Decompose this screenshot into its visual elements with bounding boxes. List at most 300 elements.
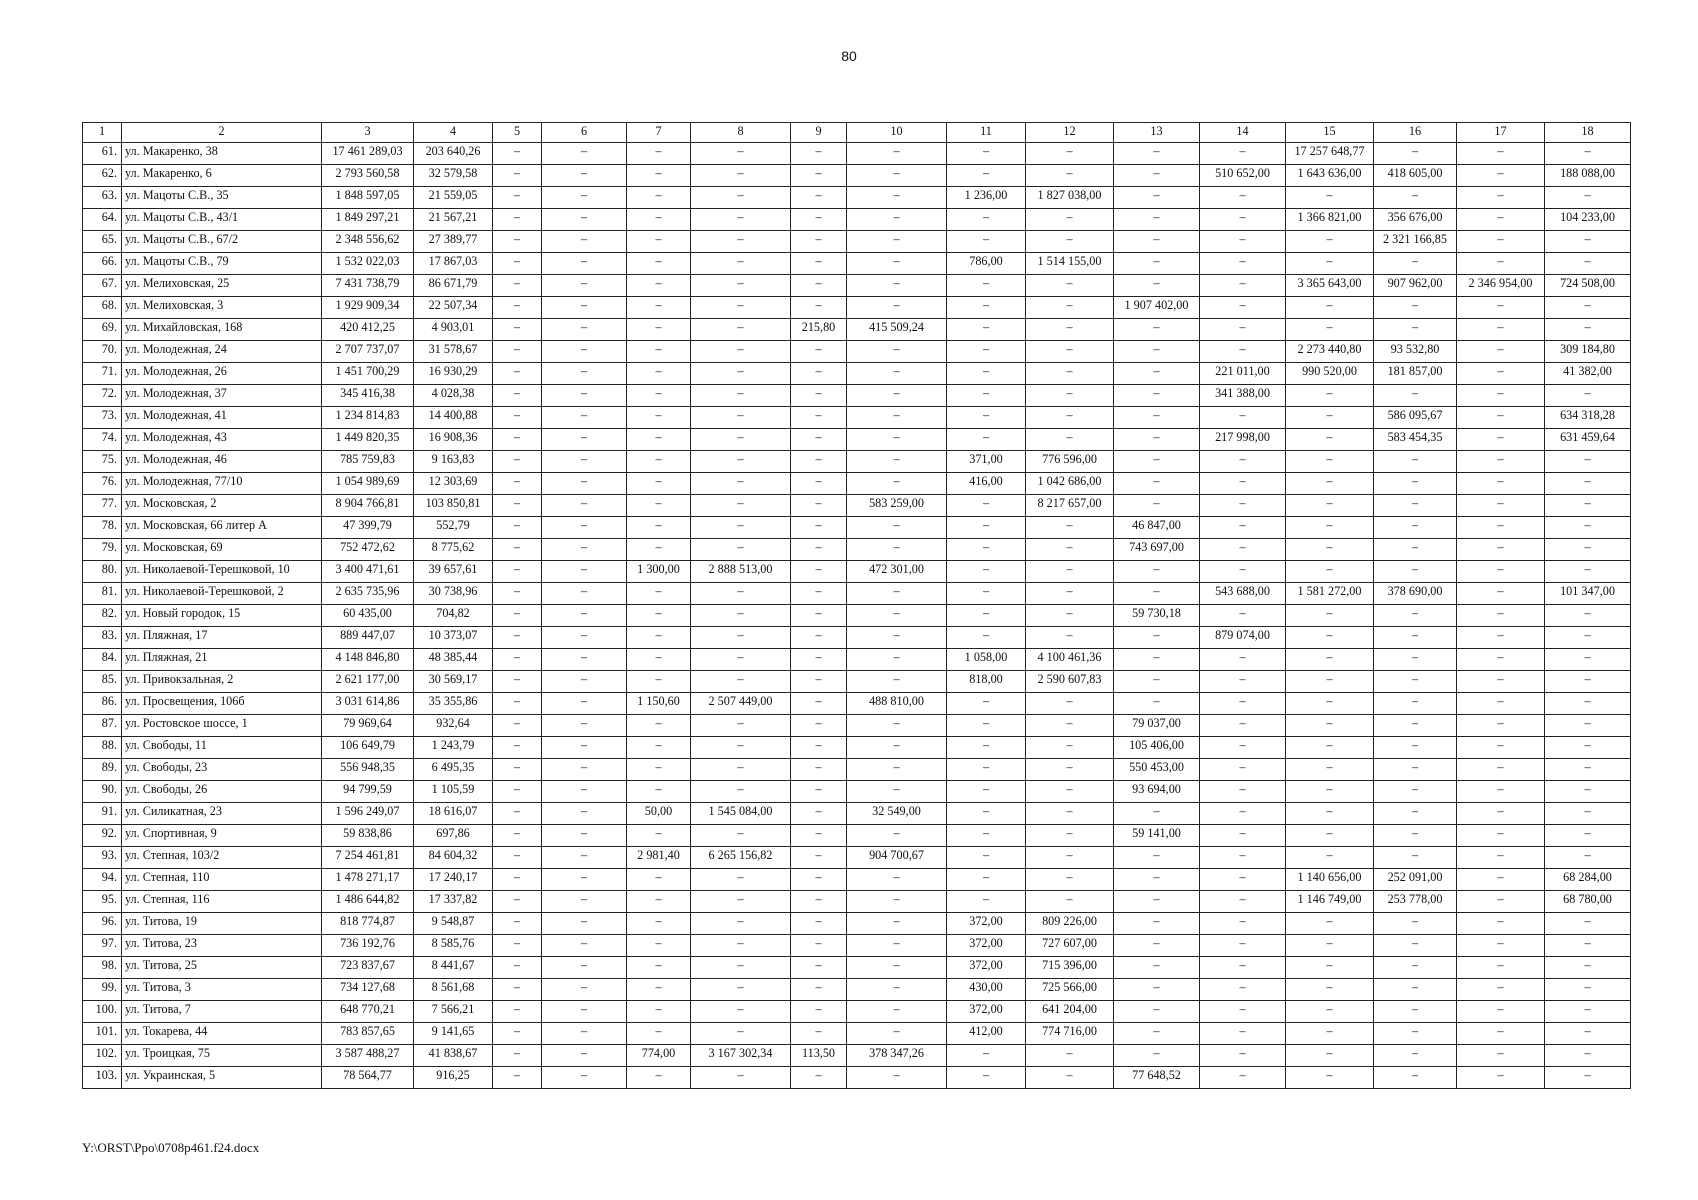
table-cell-col-14: –	[1200, 803, 1286, 825]
table-cell-col-3: 79 969,64	[322, 715, 414, 737]
table-cell-col-9: –	[791, 715, 847, 737]
table-cell-col-18: –	[1545, 561, 1631, 583]
table-cell-col-14: –	[1200, 847, 1286, 869]
table-cell-col-17: –	[1457, 1023, 1545, 1045]
table-cell-col-18: –	[1545, 517, 1631, 539]
table-row	[83, 913, 1631, 935]
table-cell-col-2: ул. Мацоты С.В., 43/1	[122, 209, 322, 231]
table-cell-col-3: 2 793 560,58	[322, 165, 414, 187]
table-cell-col-13: –	[1114, 231, 1200, 253]
table-cell-col-16: –	[1374, 143, 1457, 165]
table-cell-col-6: –	[542, 451, 627, 473]
table-cell-col-4: 9 141,65	[414, 1023, 493, 1045]
table-cell-col-7: –	[627, 451, 691, 473]
table-cell-col-13: –	[1114, 429, 1200, 451]
table-cell-col-1: 87.	[83, 715, 122, 737]
table-cell-col-2: ул. Московская, 2	[122, 495, 322, 517]
table-cell-col-2: ул. Мацоты С.В., 35	[122, 187, 322, 209]
page-number: 80	[841, 48, 857, 64]
table-cell-col-2: ул. Мацоты С.В., 67/2	[122, 231, 322, 253]
table-cell-col-15: 1 146 749,00	[1286, 891, 1374, 913]
table-cell-col-6: –	[542, 957, 627, 979]
table-cell-col-3: 723 837,67	[322, 957, 414, 979]
table-cell-col-11: –	[947, 385, 1026, 407]
table-cell-col-5: –	[493, 1067, 542, 1089]
table-cell-col-15: –	[1286, 1023, 1374, 1045]
table-cell-col-10: –	[847, 715, 947, 737]
table-cell-col-16: –	[1374, 385, 1457, 407]
table-row	[83, 891, 1631, 913]
table-row	[83, 583, 1631, 605]
table-cell-col-4: 8 585,76	[414, 935, 493, 957]
table-cell-col-14: 510 652,00	[1200, 165, 1286, 187]
table-cell-col-2: ул. Молодежная, 26	[122, 363, 322, 385]
table-row	[83, 847, 1631, 869]
table-cell-col-12: –	[1026, 583, 1114, 605]
table-cell-col-13: –	[1114, 913, 1200, 935]
table-cell-col-10: –	[847, 913, 947, 935]
table-cell-col-18: –	[1545, 319, 1631, 341]
table-cell-col-2: ул. Молодежная, 41	[122, 407, 322, 429]
file-path-footer: Y:\ORST\Ppo\0708p461.f24.docx	[82, 1140, 260, 1155]
table-cell-col-18: 634 318,28	[1545, 407, 1631, 429]
table-cell-col-7: –	[627, 187, 691, 209]
table-row	[83, 209, 1631, 231]
column-header-7: 7	[627, 123, 691, 143]
table-cell-col-9: –	[791, 407, 847, 429]
table-cell-col-5: –	[493, 209, 542, 231]
table-cell-col-18: –	[1545, 297, 1631, 319]
table-cell-col-12: –	[1026, 737, 1114, 759]
table-cell-col-4: 1 105,59	[414, 781, 493, 803]
table-cell-col-17: –	[1457, 693, 1545, 715]
table-cell-col-14: –	[1200, 143, 1286, 165]
table-cell-col-18: 724 508,00	[1545, 275, 1631, 297]
table-cell-col-10: –	[847, 1023, 947, 1045]
table-cell-col-17: –	[1457, 473, 1545, 495]
column-header-1: 1	[83, 123, 122, 143]
table-row	[83, 473, 1631, 495]
table-cell-col-8: 2 888 513,00	[691, 561, 791, 583]
table-cell-col-4: 16 930,29	[414, 363, 493, 385]
table-cell-col-7: –	[627, 979, 691, 1001]
table-cell-col-2: ул. Молодежная, 24	[122, 341, 322, 363]
table-cell-col-8: –	[691, 165, 791, 187]
column-header-3: 3	[322, 123, 414, 143]
table-cell-col-17: –	[1457, 143, 1545, 165]
table-cell-col-15: –	[1286, 429, 1374, 451]
table-cell-col-10: –	[847, 957, 947, 979]
table-cell-col-6: –	[542, 319, 627, 341]
table-cell-col-7: –	[627, 1023, 691, 1045]
table-cell-col-13: 79 037,00	[1114, 715, 1200, 737]
table-cell-col-2: ул. Титова, 7	[122, 1001, 322, 1023]
table-cell-col-16: –	[1374, 451, 1457, 473]
table-cell-col-2: ул. Титова, 23	[122, 935, 322, 957]
table-cell-col-12: –	[1026, 385, 1114, 407]
table-cell-col-13: –	[1114, 407, 1200, 429]
table-cell-col-17: –	[1457, 847, 1545, 869]
table-cell-col-18: 41 382,00	[1545, 363, 1631, 385]
table-cell-col-8: –	[691, 341, 791, 363]
table-cell-col-12: –	[1026, 275, 1114, 297]
table-cell-col-18: –	[1545, 253, 1631, 275]
table-cell-col-4: 35 355,86	[414, 693, 493, 715]
table-cell-col-18: 68 284,00	[1545, 869, 1631, 891]
table-cell-col-4: 86 671,79	[414, 275, 493, 297]
table-cell-col-11: –	[947, 891, 1026, 913]
table-cell-col-3: 1 532 022,03	[322, 253, 414, 275]
table-cell-col-5: –	[493, 165, 542, 187]
table-row	[83, 165, 1631, 187]
table-cell-col-7: –	[627, 1067, 691, 1089]
table-cell-col-17: 2 346 954,00	[1457, 275, 1545, 297]
table-cell-col-5: –	[493, 715, 542, 737]
table-cell-col-15: –	[1286, 803, 1374, 825]
table-cell-col-6: –	[542, 627, 627, 649]
table-cell-col-4: 31 578,67	[414, 341, 493, 363]
table-cell-col-3: 734 127,68	[322, 979, 414, 1001]
table-cell-col-18: –	[1545, 1045, 1631, 1067]
table-cell-col-6: –	[542, 891, 627, 913]
table-cell-col-11: –	[947, 165, 1026, 187]
table-cell-col-7: –	[627, 737, 691, 759]
table-cell-col-1: 61.	[83, 143, 122, 165]
table-cell-col-14: –	[1200, 891, 1286, 913]
table-cell-col-8: –	[691, 1023, 791, 1045]
table-cell-col-11: 416,00	[947, 473, 1026, 495]
table-cell-col-2: ул. Свободы, 11	[122, 737, 322, 759]
table-cell-col-16: –	[1374, 561, 1457, 583]
table-cell-col-6: –	[542, 253, 627, 275]
table-cell-col-15: –	[1286, 297, 1374, 319]
table-cell-col-15: 3 365 643,00	[1286, 275, 1374, 297]
table-cell-col-1: 63.	[83, 187, 122, 209]
table-cell-col-2: ул. Степная, 103/2	[122, 847, 322, 869]
table-cell-col-12: –	[1026, 319, 1114, 341]
table-cell-col-12: –	[1026, 429, 1114, 451]
table-cell-col-16: 378 690,00	[1374, 583, 1457, 605]
table-cell-col-5: –	[493, 297, 542, 319]
table-cell-col-5: –	[493, 781, 542, 803]
table-cell-col-18: –	[1545, 825, 1631, 847]
table-cell-col-18: 104 233,00	[1545, 209, 1631, 231]
table-cell-col-14: –	[1200, 561, 1286, 583]
table-cell-col-9: –	[791, 979, 847, 1001]
table-cell-col-15: –	[1286, 979, 1374, 1001]
table-cell-col-10: –	[847, 759, 947, 781]
table-cell-col-15: –	[1286, 495, 1374, 517]
table-cell-col-9: –	[791, 847, 847, 869]
table-cell-col-13: –	[1114, 583, 1200, 605]
table-cell-col-2: ул. Свободы, 26	[122, 781, 322, 803]
table-cell-col-7: –	[627, 253, 691, 275]
table-cell-col-17: –	[1457, 891, 1545, 913]
table-cell-col-17: –	[1457, 649, 1545, 671]
table-cell-col-12: 4 100 461,36	[1026, 649, 1114, 671]
table-cell-col-6: –	[542, 1001, 627, 1023]
table-cell-col-4: 17 867,03	[414, 253, 493, 275]
table-cell-col-11: 372,00	[947, 935, 1026, 957]
table-cell-col-15: –	[1286, 671, 1374, 693]
table-cell-col-11: –	[947, 583, 1026, 605]
table-cell-col-5: –	[493, 473, 542, 495]
table-cell-col-12: –	[1026, 759, 1114, 781]
table-cell-col-4: 103 850,81	[414, 495, 493, 517]
table-cell-col-6: –	[542, 231, 627, 253]
table-cell-col-12: –	[1026, 363, 1114, 385]
table-cell-col-3: 106 649,79	[322, 737, 414, 759]
table-cell-col-5: –	[493, 1045, 542, 1067]
table-cell-col-6: –	[542, 583, 627, 605]
table-cell-col-14: –	[1200, 759, 1286, 781]
table-cell-col-18: –	[1545, 1001, 1631, 1023]
table-cell-col-8: –	[691, 1067, 791, 1089]
table-cell-col-15: –	[1286, 957, 1374, 979]
table-cell-col-12: –	[1026, 209, 1114, 231]
table-cell-col-5: –	[493, 759, 542, 781]
table-cell-col-7: 2 981,40	[627, 847, 691, 869]
table-cell-col-1: 72.	[83, 385, 122, 407]
table-cell-col-3: 1 234 814,83	[322, 407, 414, 429]
table-cell-col-9: –	[791, 187, 847, 209]
table-cell-col-5: –	[493, 187, 542, 209]
table-cell-col-9: –	[791, 561, 847, 583]
table-cell-col-16: –	[1374, 1023, 1457, 1045]
table-cell-col-1: 86.	[83, 693, 122, 715]
table-cell-col-9: –	[791, 495, 847, 517]
table-cell-col-3: 1 449 820,35	[322, 429, 414, 451]
table-cell-col-11: –	[947, 847, 1026, 869]
column-header-10: 10	[847, 123, 947, 143]
table-cell-col-5: –	[493, 891, 542, 913]
table-cell-col-12: –	[1026, 231, 1114, 253]
table-cell-col-13: –	[1114, 341, 1200, 363]
table-cell-col-5: –	[493, 649, 542, 671]
table-cell-col-8: –	[691, 737, 791, 759]
table-cell-col-14: 879 074,00	[1200, 627, 1286, 649]
table-cell-col-12: –	[1026, 297, 1114, 319]
table-cell-col-8: –	[691, 781, 791, 803]
table-cell-col-9: –	[791, 209, 847, 231]
table-cell-col-10: –	[847, 627, 947, 649]
table-cell-col-7: –	[627, 341, 691, 363]
table-cell-col-6: –	[542, 363, 627, 385]
table-cell-col-18: 188 088,00	[1545, 165, 1631, 187]
table-cell-col-5: –	[493, 275, 542, 297]
table-cell-col-11: 372,00	[947, 913, 1026, 935]
table-cell-col-13: –	[1114, 209, 1200, 231]
table-cell-col-17: –	[1457, 319, 1545, 341]
table-cell-col-17: –	[1457, 165, 1545, 187]
table-cell-col-12: 774 716,00	[1026, 1023, 1114, 1045]
table-cell-col-13: –	[1114, 363, 1200, 385]
table-cell-col-6: –	[542, 605, 627, 627]
table-cell-col-1: 75.	[83, 451, 122, 473]
table-cell-col-8: –	[691, 275, 791, 297]
table-cell-col-7: 1 300,00	[627, 561, 691, 583]
table-cell-col-3: 7 254 461,81	[322, 847, 414, 869]
table-cell-col-4: 9 548,87	[414, 913, 493, 935]
table-cell-col-2: ул. Мелиховская, 3	[122, 297, 322, 319]
table-cell-col-3: 17 461 289,03	[322, 143, 414, 165]
table-cell-col-6: –	[542, 847, 627, 869]
table-cell-col-6: –	[542, 737, 627, 759]
table-cell-col-1: 65.	[83, 231, 122, 253]
table-cell-col-8: –	[691, 583, 791, 605]
table-cell-col-3: 785 759,83	[322, 451, 414, 473]
table-cell-col-18: –	[1545, 1023, 1631, 1045]
table-cell-col-14: –	[1200, 935, 1286, 957]
table-cell-col-16: 93 532,80	[1374, 341, 1457, 363]
table-cell-col-9: –	[791, 627, 847, 649]
table-row	[83, 1001, 1631, 1023]
table-cell-col-13: –	[1114, 649, 1200, 671]
table-cell-col-2: ул. Степная, 116	[122, 891, 322, 913]
table-cell-col-17: –	[1457, 583, 1545, 605]
table-cell-col-9: –	[791, 693, 847, 715]
table-cell-col-18: –	[1545, 957, 1631, 979]
table-cell-col-16: 586 095,67	[1374, 407, 1457, 429]
table-cell-col-15: 1 140 656,00	[1286, 869, 1374, 891]
column-header-4: 4	[414, 123, 493, 143]
table-cell-col-4: 22 507,34	[414, 297, 493, 319]
table-row	[83, 539, 1631, 561]
table-cell-col-3: 1 054 989,69	[322, 473, 414, 495]
table-cell-col-10: 32 549,00	[847, 803, 947, 825]
table-cell-col-14: –	[1200, 1045, 1286, 1067]
table-cell-col-11: –	[947, 495, 1026, 517]
table-cell-col-6: –	[542, 143, 627, 165]
table-cell-col-3: 2 707 737,07	[322, 341, 414, 363]
table-cell-col-13: 743 697,00	[1114, 539, 1200, 561]
table-cell-col-8: –	[691, 385, 791, 407]
table-cell-col-13: –	[1114, 671, 1200, 693]
table-cell-col-15: –	[1286, 759, 1374, 781]
table-cell-col-15: 990 520,00	[1286, 363, 1374, 385]
table-cell-col-10: –	[847, 605, 947, 627]
table-cell-col-17: –	[1457, 605, 1545, 627]
table-cell-col-12: –	[1026, 693, 1114, 715]
table-cell-col-1: 68.	[83, 297, 122, 319]
table-cell-col-1: 90.	[83, 781, 122, 803]
table-cell-col-1: 83.	[83, 627, 122, 649]
table-cell-col-15: –	[1286, 319, 1374, 341]
table-cell-col-14: –	[1200, 781, 1286, 803]
table-cell-col-13: –	[1114, 935, 1200, 957]
table-cell-col-13: –	[1114, 891, 1200, 913]
table-cell-col-11: –	[947, 363, 1026, 385]
table-cell-col-4: 17 337,82	[414, 891, 493, 913]
table-cell-col-16: –	[1374, 913, 1457, 935]
table-cell-col-15: –	[1286, 561, 1374, 583]
table-cell-col-5: –	[493, 143, 542, 165]
table-cell-col-9: –	[791, 473, 847, 495]
table-cell-col-3: 818 774,87	[322, 913, 414, 935]
table-cell-col-4: 916,25	[414, 1067, 493, 1089]
table-cell-col-2: ул. Макаренко, 6	[122, 165, 322, 187]
table-cell-col-8: –	[691, 429, 791, 451]
table-cell-col-9: –	[791, 231, 847, 253]
table-cell-col-16: –	[1374, 473, 1457, 495]
table-cell-col-9: –	[791, 605, 847, 627]
table-cell-col-1: 94.	[83, 869, 122, 891]
table-cell-col-8: 6 265 156,82	[691, 847, 791, 869]
table-cell-col-14: –	[1200, 913, 1286, 935]
table-cell-col-1: 100.	[83, 1001, 122, 1023]
table-cell-col-13: 105 406,00	[1114, 737, 1200, 759]
table-cell-col-1: 96.	[83, 913, 122, 935]
table-cell-col-9: –	[791, 891, 847, 913]
table-cell-col-14: –	[1200, 407, 1286, 429]
table-row	[83, 319, 1631, 341]
table-cell-col-1: 95.	[83, 891, 122, 913]
table-cell-col-5: –	[493, 803, 542, 825]
table-cell-col-16: 418 605,00	[1374, 165, 1457, 187]
table-cell-col-12: –	[1026, 869, 1114, 891]
table-cell-col-13: –	[1114, 319, 1200, 341]
table-row	[83, 627, 1631, 649]
table-cell-col-14: –	[1200, 451, 1286, 473]
table-cell-col-5: –	[493, 627, 542, 649]
column-header-11: 11	[947, 123, 1026, 143]
table-cell-col-1: 102.	[83, 1045, 122, 1067]
table-cell-col-8: 2 507 449,00	[691, 693, 791, 715]
table-cell-col-5: –	[493, 913, 542, 935]
table-cell-col-15: –	[1286, 451, 1374, 473]
table-cell-col-10: –	[847, 231, 947, 253]
table-cell-col-14: 341 388,00	[1200, 385, 1286, 407]
table-cell-col-5: –	[493, 407, 542, 429]
table-cell-col-17: –	[1457, 451, 1545, 473]
table-cell-col-12: –	[1026, 627, 1114, 649]
table-cell-col-6: –	[542, 649, 627, 671]
table-cell-col-18: 101 347,00	[1545, 583, 1631, 605]
table-row	[83, 517, 1631, 539]
table-cell-col-1: 78.	[83, 517, 122, 539]
table-cell-col-11: 818,00	[947, 671, 1026, 693]
table-cell-col-2: ул. Николаевой-Терешковой, 10	[122, 561, 322, 583]
table-cell-col-12: –	[1026, 1067, 1114, 1089]
table-cell-col-1: 82.	[83, 605, 122, 627]
table-cell-col-6: –	[542, 385, 627, 407]
table-row	[83, 407, 1631, 429]
table-cell-col-17: –	[1457, 429, 1545, 451]
table-cell-col-16: –	[1374, 825, 1457, 847]
table-cell-col-5: –	[493, 1023, 542, 1045]
table-cell-col-16: 252 091,00	[1374, 869, 1457, 891]
table-cell-col-13: 550 453,00	[1114, 759, 1200, 781]
table-cell-col-3: 1 478 271,17	[322, 869, 414, 891]
table-cell-col-4: 704,82	[414, 605, 493, 627]
table-cell-col-17: –	[1457, 979, 1545, 1001]
table-cell-col-18: –	[1545, 737, 1631, 759]
table-cell-col-12: –	[1026, 1045, 1114, 1067]
table-cell-col-10: –	[847, 671, 947, 693]
table-row	[83, 143, 1631, 165]
table-cell-col-12: 727 607,00	[1026, 935, 1114, 957]
table-cell-col-4: 17 240,17	[414, 869, 493, 891]
table-cell-col-8: –	[691, 649, 791, 671]
table-cell-col-8: –	[691, 297, 791, 319]
table-cell-col-4: 48 385,44	[414, 649, 493, 671]
table-cell-col-10: 583 259,00	[847, 495, 947, 517]
header-row	[83, 123, 1631, 143]
table-cell-col-6: –	[542, 1045, 627, 1067]
table-cell-col-11: –	[947, 517, 1026, 539]
table-cell-col-4: 39 657,61	[414, 561, 493, 583]
table-cell-col-7: –	[627, 209, 691, 231]
